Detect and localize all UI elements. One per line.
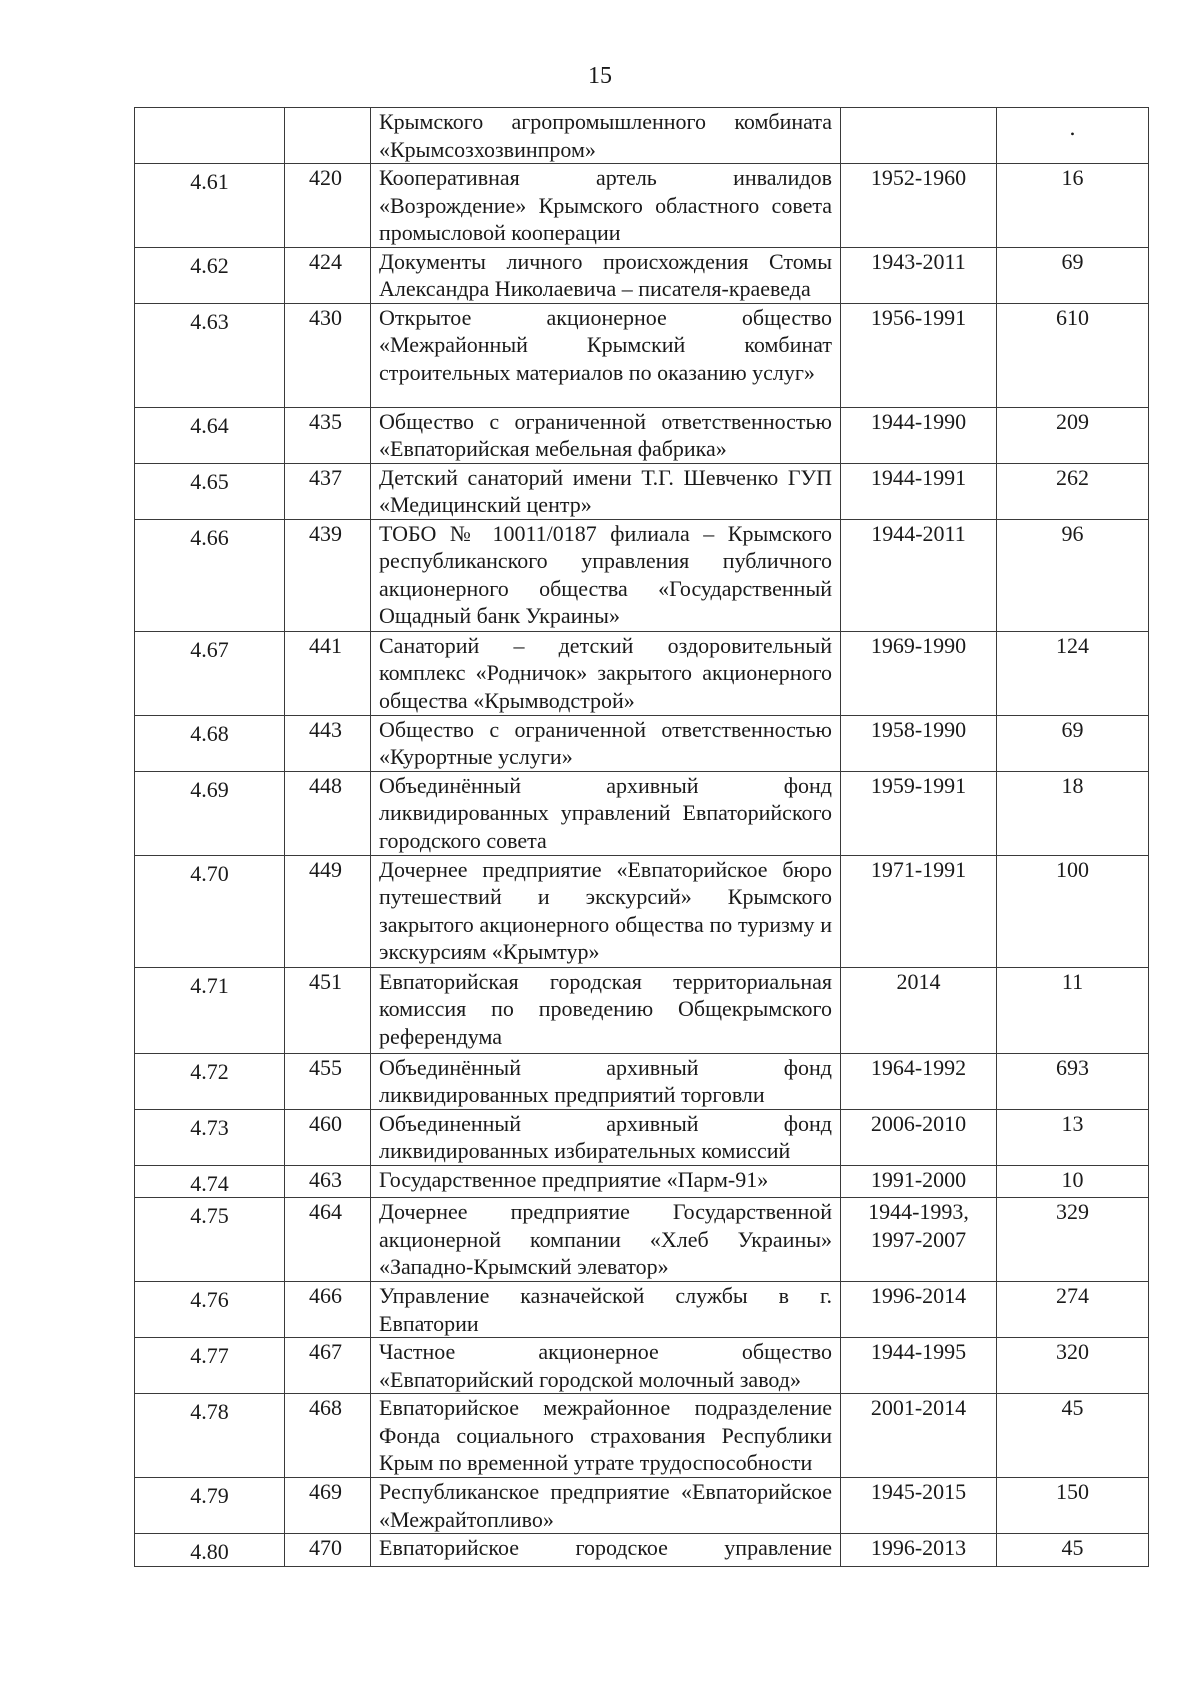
cell-fund: 437	[285, 463, 371, 519]
cell-fund: 455	[285, 1053, 371, 1109]
table-row	[135, 1109, 1149, 1165]
cell-dates: 1959-1991	[841, 771, 997, 855]
cell-dates: 1944-1990	[841, 407, 997, 463]
cell-fund: 435	[285, 407, 371, 463]
cell-fund: 460	[285, 1109, 371, 1165]
cell-number: 4.62	[135, 247, 285, 303]
cell-name: Частное акционерное общество «Евпаторийский городской молочный завод»	[371, 1338, 841, 1394]
table-row	[135, 108, 1149, 164]
cell-name: Общество с ограниченной ответственностью «Курортные услуги»	[371, 715, 841, 771]
cell-number: 4.71	[135, 967, 285, 1053]
cell-count: 18	[997, 771, 1149, 855]
cell-number: 4.79	[135, 1478, 285, 1534]
cell-fund: 470	[285, 1534, 371, 1567]
cell-dates: 1943-2011	[841, 247, 997, 303]
table-row	[135, 631, 1149, 715]
cell-name: Открытое акционерное общество «Межрайонный Крымский комбинат строительных материалов по оказанию услуг»	[371, 303, 841, 407]
cell-dates: 2001-2014	[841, 1394, 997, 1478]
table-row	[135, 463, 1149, 519]
cell-count: 69	[997, 247, 1149, 303]
cell-name: Крымского агропромышленного комбината «Крымсозхозвинпром»	[371, 108, 841, 164]
table-row	[135, 247, 1149, 303]
cell-dates: 2014	[841, 967, 997, 1053]
table-row	[135, 1198, 1149, 1282]
cell-name: Евпаторийская городская территориальная комиссия по проведению Общекрымского референдума	[371, 967, 841, 1053]
table-row	[135, 771, 1149, 855]
cell-fund: 439	[285, 519, 371, 631]
cell-count: 610	[997, 303, 1149, 407]
cell-number: 4.66	[135, 519, 285, 631]
cell-name: Республиканское предприятие «Евпаторийское «Межрайтопливо»	[371, 1478, 841, 1534]
cell-fund: 449	[285, 855, 371, 967]
cell-fund: 466	[285, 1282, 371, 1338]
cell-name: Государственное предприятие «Парм-91»	[371, 1165, 841, 1198]
cell-fund: 468	[285, 1394, 371, 1478]
table-row	[135, 715, 1149, 771]
table-row	[135, 407, 1149, 463]
table-row	[135, 967, 1149, 1053]
cell-dates: 1944-2011	[841, 519, 997, 631]
cell-count: 100	[997, 855, 1149, 967]
cell-count: 45	[997, 1394, 1149, 1478]
cell-fund: 443	[285, 715, 371, 771]
cell-count: 150	[997, 1478, 1149, 1534]
cell-dates: 1945-2015	[841, 1478, 997, 1534]
cell-dates: 1996-2014	[841, 1282, 997, 1338]
cell-fund: 469	[285, 1478, 371, 1534]
cell-dates: 1944-1995	[841, 1338, 997, 1394]
cell-dates: 1964-1992	[841, 1053, 997, 1109]
cell-count: 329	[997, 1198, 1149, 1282]
cell-number: 4.61	[135, 164, 285, 248]
table-row	[135, 1053, 1149, 1109]
table-row	[135, 519, 1149, 631]
cell-number: 4.67	[135, 631, 285, 715]
cell-name: Детский санаторий имени Т.Г. Шевченко ГУП «Медицинский центр»	[371, 463, 841, 519]
table-row	[135, 1534, 1149, 1567]
cell-fund: 420	[285, 164, 371, 248]
cell-number: 4.70	[135, 855, 285, 967]
cell-dates: 1952-1960	[841, 164, 997, 248]
cell-fund: 463	[285, 1165, 371, 1198]
cell-name: Евпаторийское городское управление	[371, 1534, 841, 1567]
cell-fund: 451	[285, 967, 371, 1053]
table-row	[135, 1165, 1149, 1198]
cell-name: Объединенный архивный фонд ликвидированных избирательных комиссий	[371, 1109, 841, 1165]
cell-dates: 1969-1990	[841, 631, 997, 715]
cell-dates: 1971-1991	[841, 855, 997, 967]
cell-name: ТОБО № 10011/0187 филиала – Крымского республиканского управления публичного акционерного общества «Государственный Ощадный банк Украины»	[371, 519, 841, 631]
cell-count: 16	[997, 164, 1149, 248]
cell-number: 4.72	[135, 1053, 285, 1109]
cell-name: Объединённый архивный фонд ликвидированных управлений Евпаторийского городского совета	[371, 771, 841, 855]
cell-name: Евпаторийское межрайонное подразделение Фонда социального страхования Республики Крым по временной утрате трудоспособности	[371, 1394, 841, 1478]
cell-count: 262	[997, 463, 1149, 519]
cell-name: Санаторий – детский оздоровительный комплекс «Родничок» закрытого акционерного общества «Крымводстрой»	[371, 631, 841, 715]
cell-fund: 464	[285, 1198, 371, 1282]
margin-mark: •	[1070, 127, 1075, 141]
cell-fund: 448	[285, 771, 371, 855]
cell-count: 124	[997, 631, 1149, 715]
table-row	[135, 1282, 1149, 1338]
cell-number	[135, 108, 285, 164]
cell-name: Документы личного происхождения Стомы Александра Николаевича – писателя-краеведа	[371, 247, 841, 303]
cell-count: 69	[997, 715, 1149, 771]
cell-number: 4.65	[135, 463, 285, 519]
cell-number: 4.76	[135, 1282, 285, 1338]
cell-count: 13	[997, 1109, 1149, 1165]
table-row	[135, 164, 1149, 248]
cell-fund: 430	[285, 303, 371, 407]
cell-fund: 424	[285, 247, 371, 303]
cell-count: 11	[997, 967, 1149, 1053]
table-row	[135, 1478, 1149, 1534]
cell-dates: 2006-2010	[841, 1109, 997, 1165]
fund-registry-table	[134, 107, 1149, 1567]
cell-count: 10	[997, 1165, 1149, 1198]
cell-number: 4.80	[135, 1534, 285, 1567]
cell-count	[997, 108, 1149, 164]
cell-number: 4.69	[135, 771, 285, 855]
cell-dates: 1991-2000	[841, 1165, 997, 1198]
table-row	[135, 303, 1149, 407]
cell-name: Управление казначейской службы в г. Евпатории	[371, 1282, 841, 1338]
cell-number: 4.68	[135, 715, 285, 771]
cell-number: 4.75	[135, 1198, 285, 1282]
cell-fund: 441	[285, 631, 371, 715]
table-row	[135, 855, 1149, 967]
table-row	[135, 1338, 1149, 1394]
cell-name: Дочернее предприятие «Евпаторийское бюро путешествий и экскурсий» Крымского закрытого акционерного общества по туризму и экскурсиям «Крымтур»	[371, 855, 841, 967]
cell-count: 320	[997, 1338, 1149, 1394]
cell-number: 4.73	[135, 1109, 285, 1165]
cell-name: Объединённый архивный фонд ликвидированных предприятий торговли	[371, 1053, 841, 1109]
cell-number: 4.64	[135, 407, 285, 463]
cell-name: Кооперативная артель инвалидов «Возрождение» Крымского областного совета промысловой кооперации	[371, 164, 841, 248]
cell-fund	[285, 108, 371, 164]
cell-count: 693	[997, 1053, 1149, 1109]
cell-name: Дочернее предприятие Государственной акционерной компании «Хлеб Украины» «Западно-Крымский элеватор»	[371, 1198, 841, 1282]
cell-number: 4.63	[135, 303, 285, 407]
cell-dates: 1996-2013	[841, 1534, 997, 1567]
table-row	[135, 1394, 1149, 1478]
cell-dates: 1944-1991	[841, 463, 997, 519]
cell-dates: 1958-1990	[841, 715, 997, 771]
cell-number: 4.77	[135, 1338, 285, 1394]
cell-dates: 1956-1991	[841, 303, 997, 407]
cell-number: 4.74	[135, 1165, 285, 1198]
cell-dates: 1944-1993, 1997-2007	[841, 1198, 997, 1282]
cell-count: 45	[997, 1534, 1149, 1567]
cell-count: 209	[997, 407, 1149, 463]
cell-count: 274	[997, 1282, 1149, 1338]
cell-fund: 467	[285, 1338, 371, 1394]
cell-name: Общество с ограниченной ответственностью «Евпаторийская мебельная фабрика»	[371, 407, 841, 463]
cell-number: 4.78	[135, 1394, 285, 1478]
cell-count: 96	[997, 519, 1149, 631]
cell-dates	[841, 108, 997, 164]
page-number: 15	[588, 63, 612, 89]
